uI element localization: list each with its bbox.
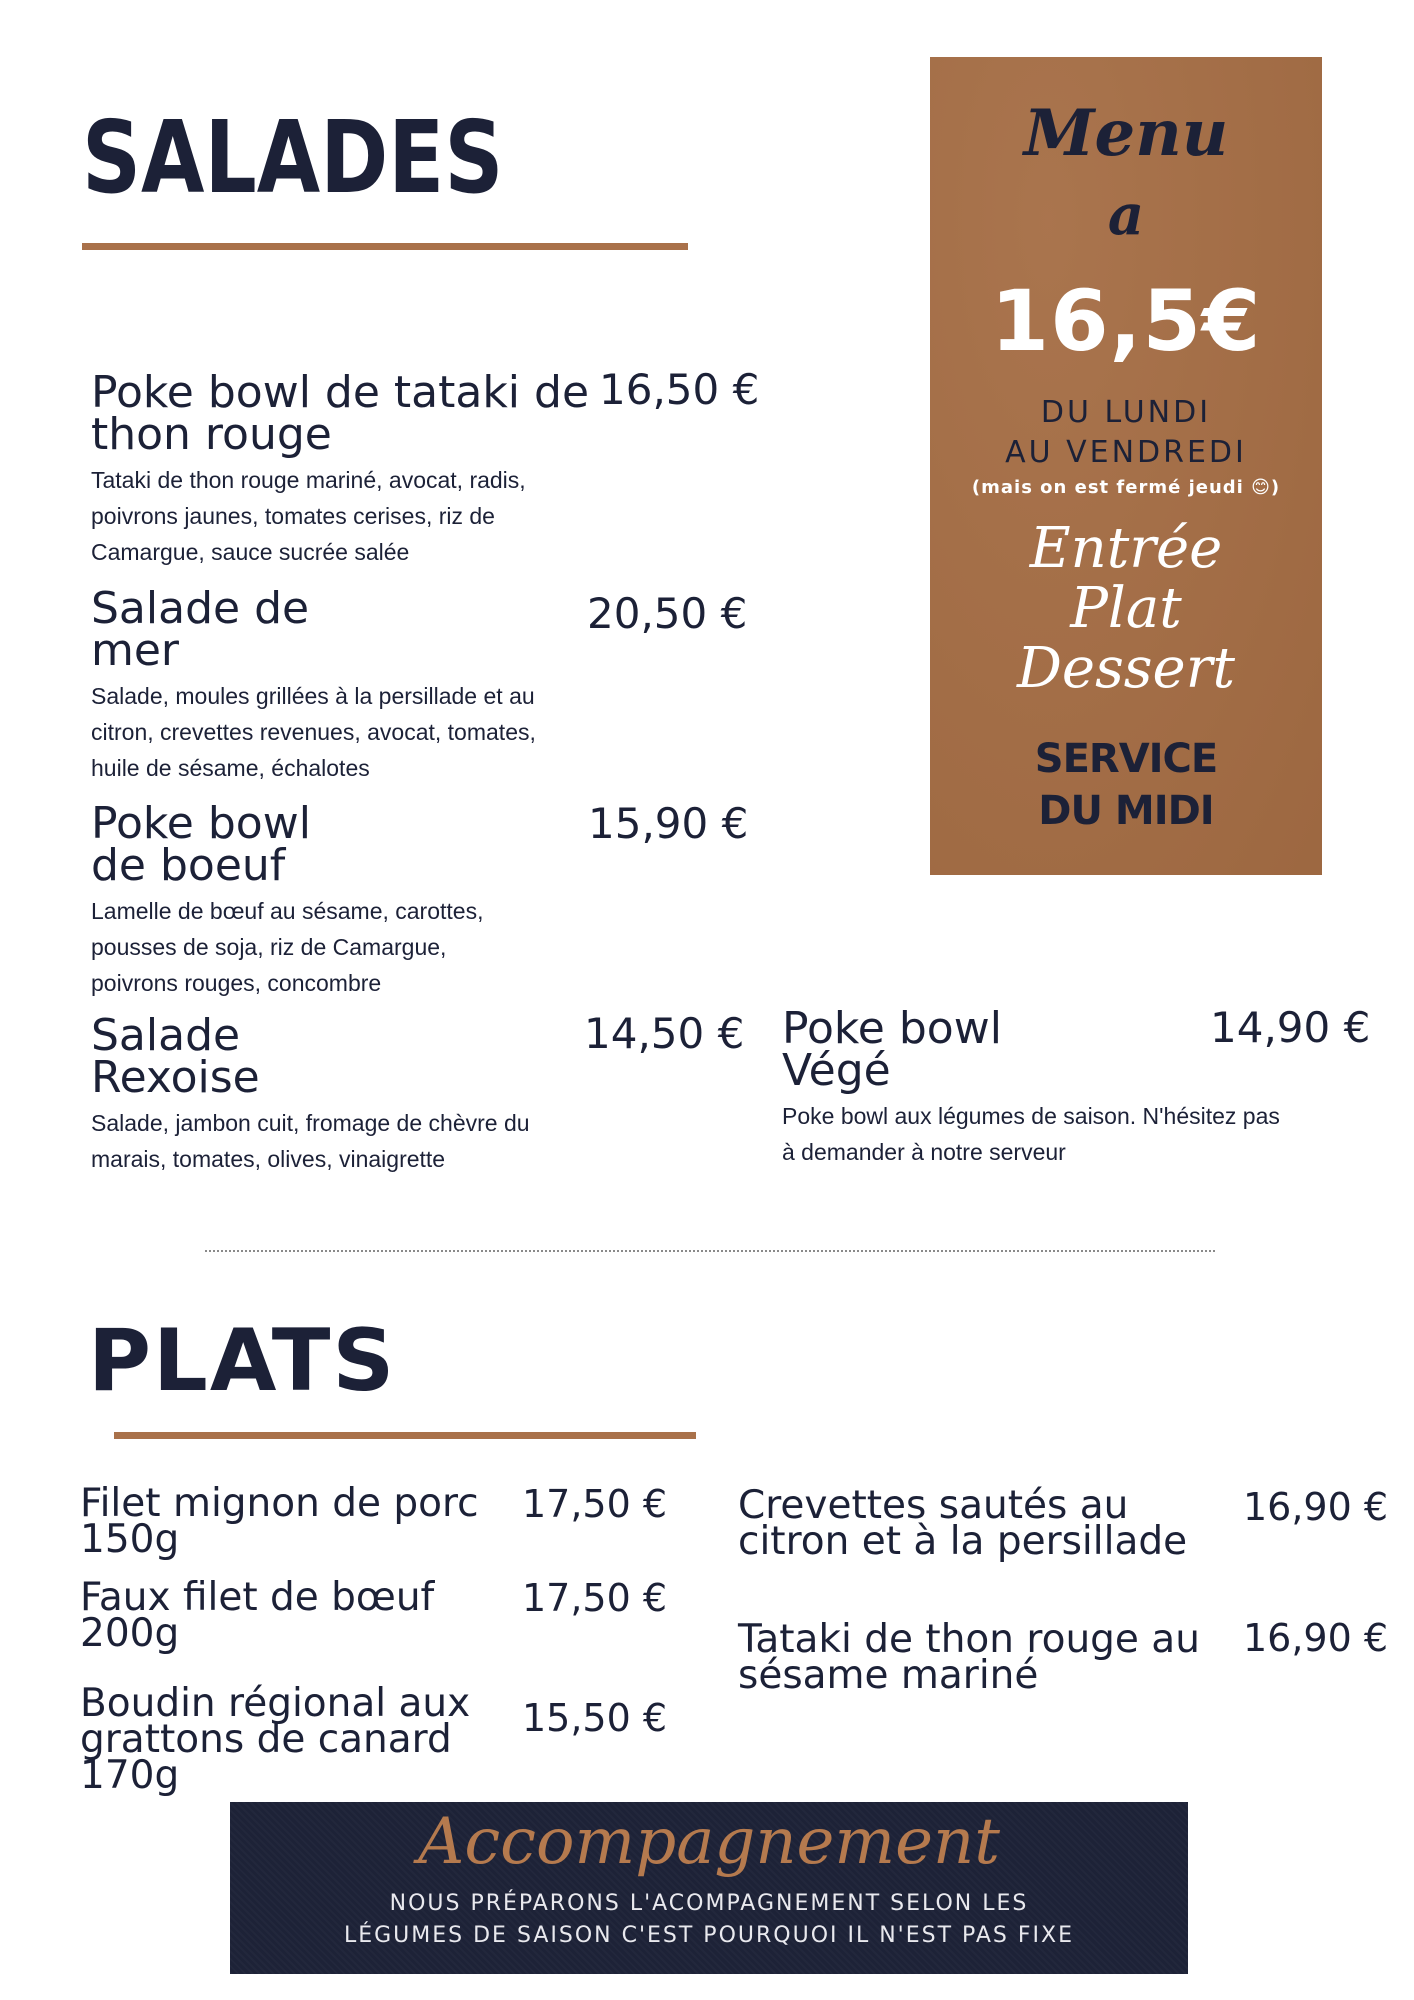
item-description: Salade, moules grillées à la persillade et au citron, crevettes revenues, avocat, tomates, huile de sésame, échalotes — [91, 683, 536, 781]
plat-title: Filet mignon de porc 150g — [80, 1481, 479, 1562]
salades-divider — [82, 243, 688, 250]
salade-item-1 — [91, 367, 591, 570]
menu-a: a — [1107, 182, 1145, 248]
accompagnement-line1: NOUS PRÉPARONS L'ACOMPAGNEMENT SELON LES — [389, 1891, 1029, 1916]
menu-word: Menu — [1023, 96, 1229, 171]
item-title: Poke bowl de tataki de thon rouge — [91, 367, 590, 460]
accompagnement-title: Accompagnement — [418, 1805, 1000, 1879]
item-description: Lamelle de bœuf au sésame, carottes, pousses de soja, riz de Camargue, poivrons rouges, concombre — [91, 898, 484, 996]
accompagnement-text — [230, 1888, 1188, 1952]
plats-heading: PLATS — [88, 1311, 397, 1411]
menu-courses — [930, 516, 1322, 701]
salade-item-4 — [91, 1010, 561, 1177]
menu-days — [930, 393, 1322, 473]
item-price: 16,50 € — [599, 365, 760, 414]
item-title: Poke bowl Végé — [782, 1003, 1002, 1096]
plat-price: 17,50 € — [522, 1576, 668, 1620]
item-price: 14,50 € — [584, 1009, 745, 1058]
plat-title: Tataki de thon rouge au sésame mariné — [738, 1617, 1200, 1698]
plat-title: Boudin régional aux grattons de canard 170g — [80, 1681, 471, 1798]
plats-divider — [114, 1432, 696, 1439]
menu-service-line2: DU MIDI — [1038, 788, 1214, 834]
item-price: 15,90 € — [588, 799, 749, 848]
menu-days-line2: AU VENDREDI — [1005, 435, 1247, 470]
item-description: Poke bowl aux légumes de saison. N'hésitez pas à demander à notre serveur — [782, 1103, 1280, 1165]
plat-price: 16,90 € — [1243, 1616, 1389, 1660]
accompagnement-banner — [230, 1802, 1188, 1974]
salade-item-2 — [91, 583, 581, 786]
menu-service-line1: SERVICE — [1034, 736, 1218, 782]
accompagnement-line2: LÉGUMES DE SAISON C'EST POURQUOI IL N'EST PAS FIXE — [343, 1923, 1075, 1948]
plat-title: Faux filet de bœuf 200g — [80, 1575, 435, 1656]
menu-course-entree: Entrée — [1029, 516, 1223, 581]
item-price: 14,90 € — [1210, 1003, 1371, 1052]
item-description: Tataki de thon rouge mariné, avocat, radis, poivrons jaunes, tomates cerises, riz de Camargue, sauce sucrée salée — [91, 467, 526, 565]
plat-price: 17,50 € — [522, 1482, 668, 1526]
plat-title: Crevettes sautés au citron et à la persillade — [738, 1483, 1188, 1564]
item-description: Salade, jambon cuit, fromage de chèvre du marais, tomates, olives, vinaigrette — [91, 1110, 530, 1172]
menu-note: (mais on est fermé jeudi 😊) — [971, 477, 1281, 498]
salade-item-3 — [91, 798, 531, 1001]
item-title: Salade Rexoise — [91, 1010, 260, 1103]
salade-item-5 — [782, 1003, 1282, 1170]
salades-heading: SALADES — [82, 99, 504, 216]
item-price: 20,50 € — [587, 589, 748, 638]
menu-service — [930, 733, 1322, 837]
plat-price: 16,90 € — [1243, 1485, 1389, 1529]
menu-days-line1: DU LUNDI — [1040, 395, 1212, 430]
menu-price: 16,5€ — [990, 272, 1262, 370]
section-separator — [205, 1250, 1215, 1252]
menu-course-plat: Plat — [1070, 576, 1182, 641]
plat-price: 15,50 € — [522, 1696, 668, 1740]
item-title: Salade de mer — [91, 583, 310, 676]
item-title: Poke bowl de boeuf — [91, 798, 311, 891]
menu-formula-box — [930, 57, 1322, 875]
menu-course-dessert: Dessert — [1017, 636, 1235, 701]
